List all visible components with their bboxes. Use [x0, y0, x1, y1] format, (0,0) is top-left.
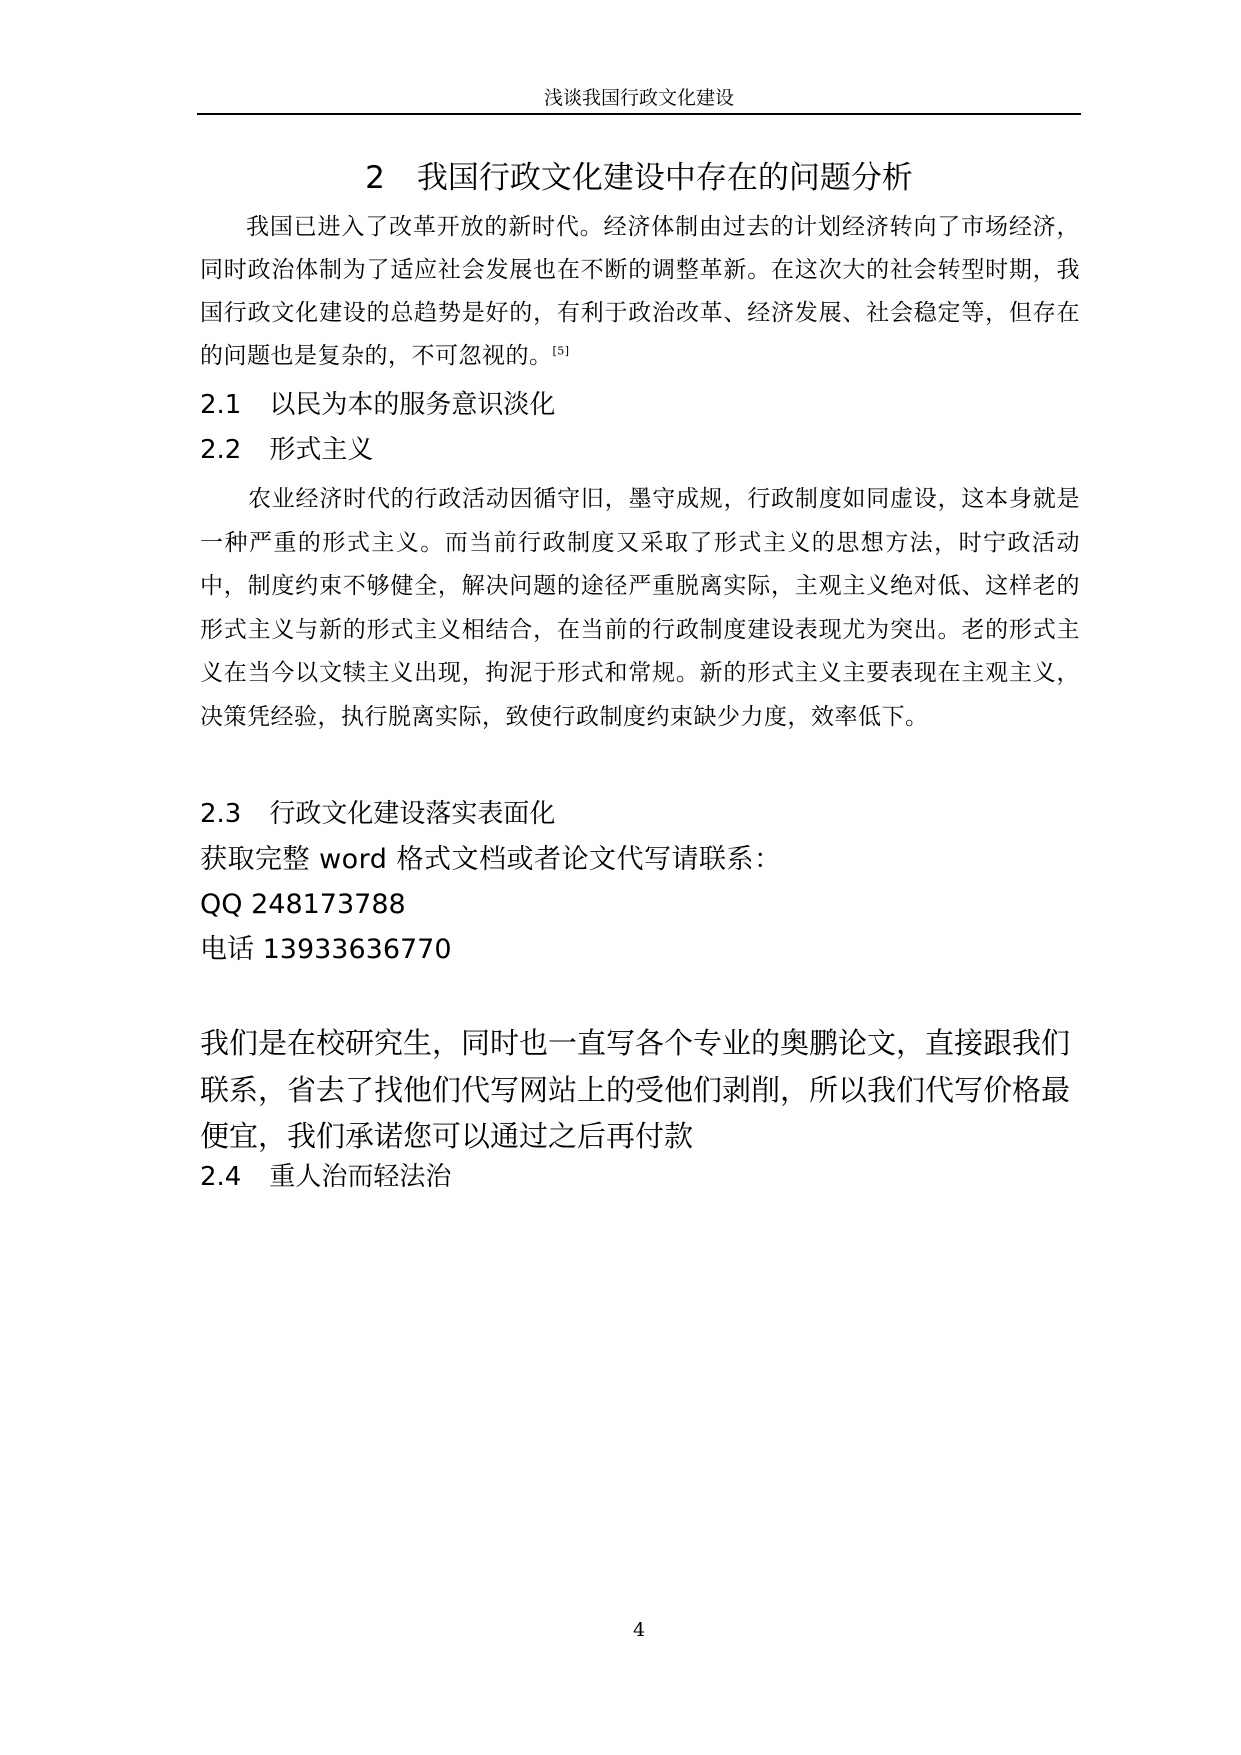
intro-paragraph: [200, 206, 1080, 378]
section-heading-2-2: [200, 433, 373, 467]
section-heading-2-4: [200, 1160, 451, 1194]
chapter-title: [197, 158, 1081, 198]
running-header: 浅谈我国行政文化建设: [543, 87, 734, 109]
contact-line: 获取完整 word 格式文档或者论文代写请联系：: [200, 844, 782, 875]
section-number: 2.2: [200, 435, 242, 465]
chapter-title-text: 我国行政文化建设中存在的问题分析: [416, 160, 913, 196]
contact-qq: QQ 248173788: [200, 889, 406, 920]
page-number: 4: [632, 1619, 646, 1641]
section-title: 重人治而轻法治: [269, 1162, 452, 1192]
section-number: 2.3: [200, 799, 242, 829]
citation-marker: [5]: [552, 344, 570, 358]
section-heading-2-1: [200, 388, 555, 422]
section-number: 2.1: [200, 390, 242, 420]
section-title: 行政文化建设落实表面化: [269, 799, 556, 829]
section-heading-2-3: [200, 797, 555, 831]
section-title: 形式主义: [269, 435, 374, 465]
promo-paragraph: 我们是在校研究生，同时也一直写各个专业的奥鹏论文，直接跟我们联系，省去了找他们代写网站上的受他们剥削，所以我们代写价格最便宜，我们承诺您可以通过之后再付款: [200, 1026, 1071, 1153]
section-title: 以民为本的服务意识淡化: [269, 390, 556, 420]
chapter-number: 2: [365, 160, 385, 196]
formalism-paragraph: 农业经济时代的行政活动因循守旧，墨守成规，行政制度如同虚设，这本身就是一种严重的形式主义。而当前行政制度又采取了形式主义的思想方法，时宁政活动中，制度约束不够健全，解决问题的途径严重脱离实际，主观主义绝对低、这样老的形式主义与新的形式主义相结合，在当前的行政制度建设表现尤为突出。老的形式主义在当今以文犊主义出现，拘泥于形式和常规。新的形式主义主要表现在主观主义，决策凭经验，执行脱离实际，致使行政制度约束缺少力度，效率低下。: [200, 486, 1080, 730]
intro-paragraph-text: 我国已进入了改革开放的新时代。经济体制由过去的计划经济转向了市场经济，同时政治体制为了适应社会发展也在不断的调整革新。在这次大的社会转型时期，我国行政文化建设的总趋势是好的，有利于政治改革、经济发展、社会稳定等，但存在的问题也是复杂的，不可忽视的。: [200, 214, 1080, 369]
section-number: 2.4: [200, 1162, 242, 1192]
header-rule: [197, 113, 1081, 115]
contact-phone: 电话 13933636770: [200, 934, 452, 965]
